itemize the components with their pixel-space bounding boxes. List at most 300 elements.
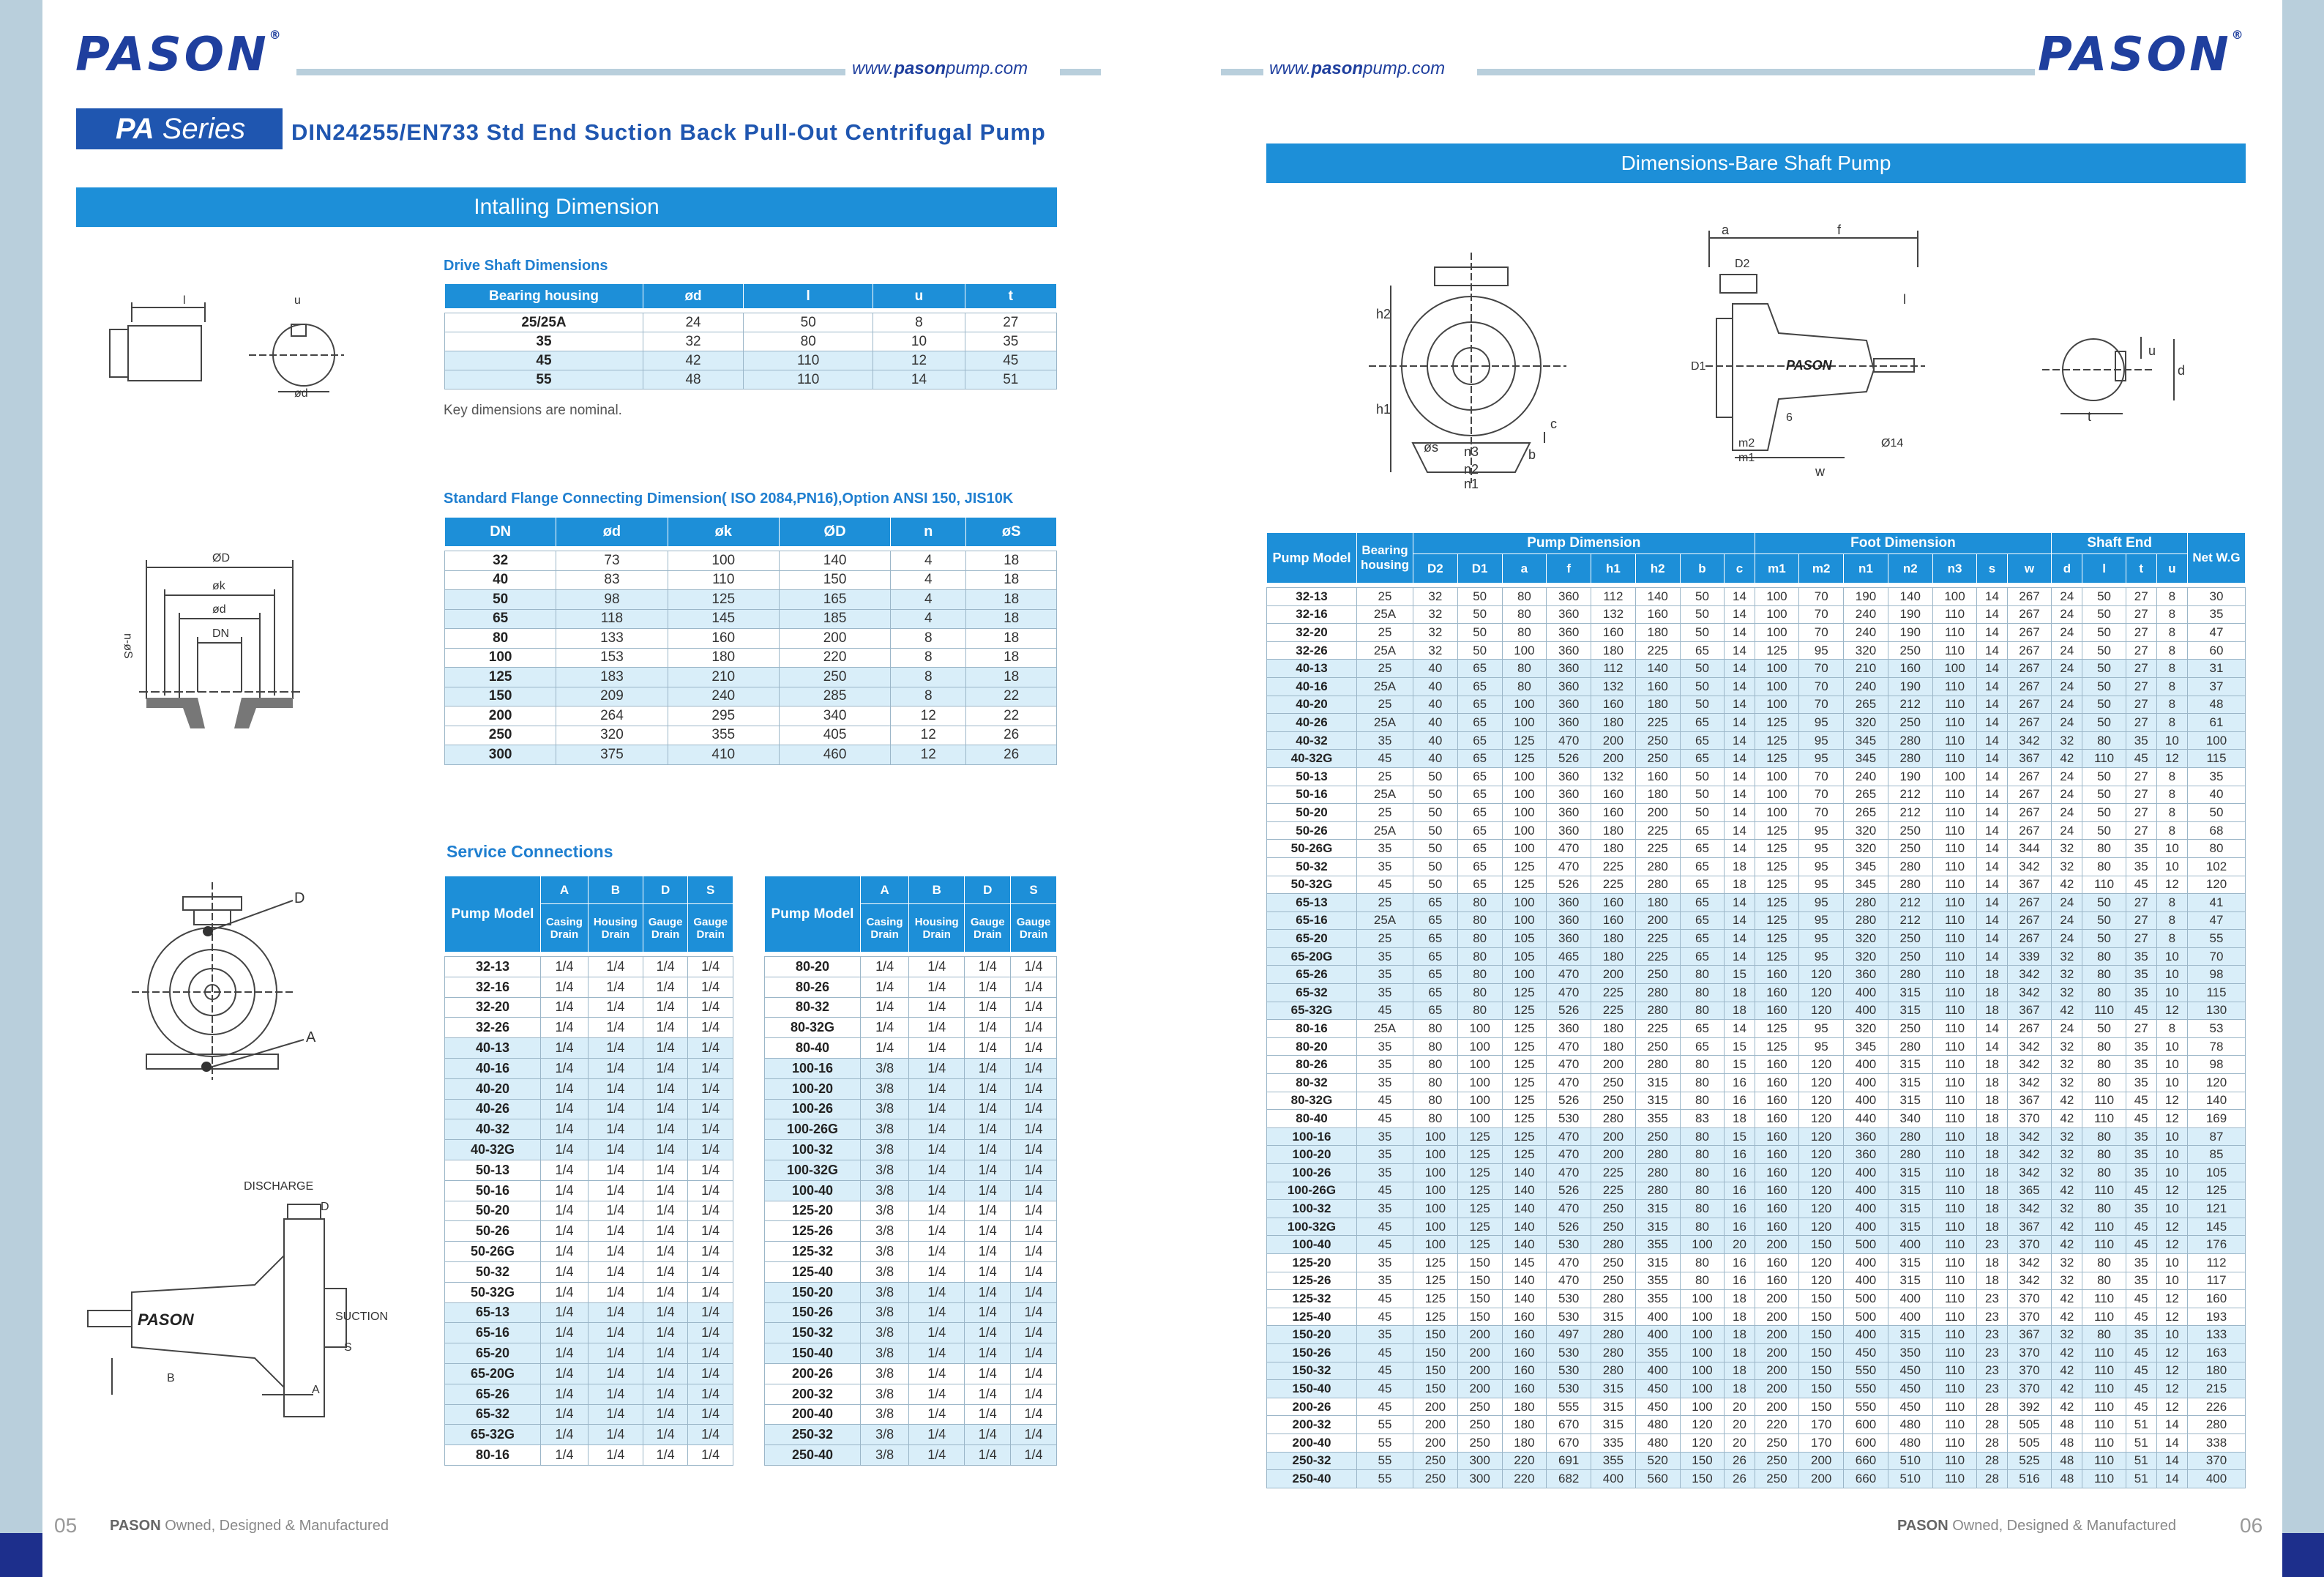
table-cell: 295 <box>668 707 779 726</box>
table-cell: 110 <box>1932 1037 1977 1056</box>
table-cell: 45 <box>1357 1110 1413 1128</box>
table-cell: 35 <box>445 332 643 351</box>
table-cell: 12 <box>2156 876 2187 894</box>
table-cell: 3/8 <box>861 1282 909 1302</box>
table-cell: 140 <box>1502 1200 1547 1218</box>
table-row <box>445 997 733 1018</box>
table-cell: 10 <box>2156 1253 2187 1272</box>
table-cell: 40-32G <box>445 1140 541 1160</box>
table-cell: 3/8 <box>861 1384 909 1404</box>
table-cell: 100 <box>1680 1236 1725 1254</box>
table-cell: 250-32 <box>1267 1452 1357 1470</box>
table-cell: 130 <box>2188 1002 2246 1020</box>
table-cell: 1/4 <box>643 1221 688 1242</box>
table-cell: 355 <box>1635 1110 1680 1128</box>
table-cell: 1/4 <box>1011 977 1057 997</box>
table-cell: 526 <box>1547 750 1591 768</box>
table-cell: 1/4 <box>588 977 643 997</box>
table-cell: 110 <box>1932 876 1977 894</box>
col-d: d <box>2052 554 2082 584</box>
table-cell: 250 <box>1635 1037 1680 1056</box>
table-cell: 1/4 <box>965 1323 1011 1343</box>
table-cell: 360 <box>1844 966 1888 984</box>
table-cell: 65 <box>1680 1020 1725 1038</box>
table-cell: 440 <box>1844 1110 1888 1128</box>
table-cell: 8 <box>2156 677 2187 696</box>
table-cell: 160 <box>1591 894 1636 912</box>
table-cell: 16 <box>1725 1074 1755 1092</box>
table-cell: 200 <box>1591 1146 1636 1164</box>
table-cell: 315 <box>1635 1200 1680 1218</box>
table-cell: 360 <box>1547 767 1591 786</box>
table-cell: 360 <box>1547 804 1591 822</box>
table-row <box>1267 588 2246 606</box>
side-d-label: D <box>321 1201 329 1213</box>
table-cell: 367 <box>2007 1002 2052 1020</box>
table-cell: 25/25A <box>445 313 643 332</box>
table-cell: 31 <box>2188 660 2246 678</box>
table-cell: 360 <box>1547 894 1591 912</box>
table-cell: 125 <box>1502 1127 1547 1146</box>
table-cell: 8 <box>873 313 965 332</box>
table-cell: 526 <box>1547 1218 1591 1236</box>
table-cell: 32 <box>2052 857 2082 876</box>
table-cell: 510 <box>1888 1470 1932 1488</box>
table-cell: 65 <box>1413 911 1458 930</box>
table-cell: 1/4 <box>643 1323 688 1343</box>
table-cell: 1/4 <box>688 1343 733 1364</box>
table-cell: 50-26G <box>1267 840 1357 858</box>
table-cell: 55 <box>1357 1434 1413 1452</box>
table-cell: 53 <box>2188 1020 2246 1038</box>
table-cell: 1/4 <box>688 1180 733 1201</box>
table-cell: 342 <box>2007 1253 2052 1272</box>
discharge-label: DISCHARGE <box>244 1180 314 1193</box>
table-cell: 240 <box>668 687 779 707</box>
table-cell: 400 <box>1844 1200 1888 1218</box>
table-cell: 45 <box>2126 1308 2156 1326</box>
table-cell: 160 <box>668 629 779 649</box>
drive-shaft-table <box>444 283 1057 389</box>
service-connections-title: Service Connections <box>447 842 613 861</box>
table-cell: 18 <box>1725 1326 1755 1344</box>
table-cell: 450 <box>1888 1362 1932 1380</box>
table-row <box>1267 1092 2246 1110</box>
table-cell: 12 <box>2156 1308 2187 1326</box>
table-cell: 1/4 <box>965 1221 1011 1242</box>
table-cell: 50 <box>1680 624 1725 642</box>
table-cell: 110 <box>2082 1452 2126 1470</box>
table-cell: 23 <box>1977 1290 2007 1308</box>
table-cell: 1/4 <box>909 1363 965 1384</box>
table-cell: 250 <box>1591 1253 1636 1272</box>
table-cell: 15 <box>1725 1127 1755 1146</box>
table-cell: 50 <box>1413 857 1458 876</box>
table-cell: 68 <box>2188 821 2246 840</box>
table-cell: 32 <box>2052 1253 2082 1272</box>
table-cell: 160 <box>1755 1146 1799 1164</box>
table-row <box>1267 1470 2246 1488</box>
table-cell: 250 <box>1591 1218 1636 1236</box>
table-cell: 1/4 <box>643 1160 688 1180</box>
table-row <box>765 1242 1057 1262</box>
table-cell: 10 <box>2156 1127 2187 1146</box>
table-cell: 14 <box>1977 605 2007 624</box>
table-cell: 112 <box>1591 660 1636 678</box>
table-cell: 8 <box>891 629 966 649</box>
table-row <box>445 1099 733 1119</box>
table-cell: 18 <box>1977 1146 2007 1164</box>
table-cell: 14 <box>1725 786 1755 804</box>
table-cell: 80 <box>1502 677 1547 696</box>
table-cell: 691 <box>1547 1452 1591 1470</box>
table-cell: 25A <box>1357 911 1413 930</box>
table-cell: 200 <box>1457 1343 1502 1362</box>
table-cell: 1/4 <box>1011 1384 1057 1404</box>
table-cell: 25A <box>1357 786 1413 804</box>
bare-pump-front-drawing <box>1354 223 1574 494</box>
table-cell: 160 <box>1591 804 1636 822</box>
table-cell: 80 <box>1413 1074 1458 1092</box>
table-cell: 1/4 <box>909 1302 965 1323</box>
table-cell: 160 <box>1591 696 1636 714</box>
table-cell: 35 <box>1357 1253 1413 1272</box>
table-cell: 10 <box>2156 1074 2187 1092</box>
table-cell: 150 <box>1413 1362 1458 1380</box>
table-cell: 125 <box>1755 857 1799 876</box>
table-cell: 12 <box>891 745 966 765</box>
dim-w-label: w <box>1815 464 1825 479</box>
group-foot-dimension: Foot Dimension <box>1755 533 2052 554</box>
table-cell: 360 <box>1547 930 1591 948</box>
table-cell: 150 <box>1799 1343 1844 1362</box>
table-cell: 450 <box>1888 1398 1932 1416</box>
table-cell: 125 <box>1457 1146 1502 1164</box>
table-cell: 27 <box>2126 660 2156 678</box>
table-cell: 470 <box>1547 984 1591 1002</box>
table-cell: 1/4 <box>541 1038 589 1059</box>
table-cell: 24 <box>2052 605 2082 624</box>
table-cell: 110 <box>1932 1308 1977 1326</box>
table-cell: 1/4 <box>965 1404 1011 1425</box>
table-cell: 153 <box>556 648 668 668</box>
table-cell: 1/4 <box>1011 997 1057 1018</box>
table-cell: 1/4 <box>643 1140 688 1160</box>
table-cell: 1/4 <box>688 1201 733 1221</box>
table-cell: 65 <box>1680 1037 1725 1056</box>
table-cell: 24 <box>2052 588 2082 606</box>
table-cell: 200-32 <box>1267 1416 1357 1434</box>
left-page-edge-accent <box>0 1533 42 1577</box>
table-cell: 470 <box>1547 966 1591 984</box>
table-cell: 320 <box>1844 840 1888 858</box>
table-cell: 526 <box>1547 1002 1591 1020</box>
table-cell: 370 <box>2007 1308 2052 1326</box>
table-cell: 50 <box>744 313 873 332</box>
table-cell: 45 <box>2126 1236 2156 1254</box>
flange-header: øk <box>668 518 779 547</box>
table-cell: 1/4 <box>643 1384 688 1404</box>
table-cell: 27 <box>2126 624 2156 642</box>
table-cell: 80 <box>1457 947 1502 966</box>
table-cell: 1/4 <box>643 1425 688 1445</box>
table-cell: 150 <box>1799 1380 1844 1398</box>
table-cell: 100 <box>2188 731 2246 750</box>
table-cell: 35 <box>965 332 1056 351</box>
table-cell: 160 <box>1755 966 1799 984</box>
table-cell: 27 <box>2126 641 2156 660</box>
bare-pump-side-drawing <box>1676 223 1940 480</box>
table-cell: 125 <box>2188 1182 2246 1200</box>
table-cell: 100-32G <box>1267 1218 1357 1236</box>
table-cell: 65 <box>1680 641 1725 660</box>
table-cell: 670 <box>1547 1434 1591 1452</box>
table-cell: 80 <box>1457 930 1502 948</box>
table-cell: 1/4 <box>965 1242 1011 1262</box>
table-cell: 95 <box>1799 930 1844 948</box>
pump-front-drawing <box>132 882 337 1095</box>
table-cell: 14 <box>1977 894 2007 912</box>
table-cell: 340 <box>779 707 890 726</box>
table-cell: 50 <box>2082 1020 2126 1038</box>
table-cell: 1/4 <box>688 957 733 977</box>
table-cell: 400 <box>1844 1074 1888 1092</box>
table-cell: 45 <box>2126 1343 2156 1362</box>
table-cell: 1/4 <box>909 1038 965 1059</box>
table-cell: 65-26 <box>1267 966 1357 984</box>
table-cell: 150 <box>1799 1290 1844 1308</box>
table-cell: 80 <box>1680 1056 1725 1074</box>
table-cell: 1/4 <box>588 1160 643 1180</box>
table-cell: 100 <box>1457 1074 1502 1092</box>
table-cell: 160 <box>1888 660 1932 678</box>
table-cell: 200 <box>1413 1416 1458 1434</box>
table-cell: 4 <box>891 551 966 571</box>
table-cell: 1/4 <box>588 1343 643 1364</box>
table-cell: 87 <box>2188 1127 2246 1146</box>
table-cell: 80 <box>1413 1110 1458 1128</box>
table-cell: 23 <box>1977 1326 2007 1344</box>
table-cell: 65 <box>1413 947 1458 966</box>
table-cell: 225 <box>1591 1164 1636 1182</box>
table-cell: 80 <box>1413 1092 1458 1110</box>
table-cell: 520 <box>1635 1452 1680 1470</box>
table-cell: 225 <box>1635 641 1680 660</box>
table-cell: 210 <box>668 668 779 687</box>
table-cell: 100 <box>1932 588 1977 606</box>
table-cell: 35 <box>2126 1037 2156 1056</box>
table-cell: 80 <box>1680 1092 1725 1110</box>
table-cell: 1/4 <box>861 977 909 997</box>
table-row <box>1267 911 2246 930</box>
table-cell: 70 <box>1799 588 1844 606</box>
col-description: Gauge Drain <box>1011 904 1057 952</box>
table-cell: 1/4 <box>688 1323 733 1343</box>
table-cell: 32 <box>445 551 556 571</box>
table-cell: 8 <box>891 648 966 668</box>
dim-l-right-label: l <box>1903 292 1906 307</box>
table-cell: 61 <box>2188 714 2246 732</box>
table-cell: 1/4 <box>861 957 909 977</box>
table-cell: 25A <box>1357 641 1413 660</box>
table-cell: 40 <box>1413 750 1458 768</box>
table-cell: 320 <box>1844 821 1888 840</box>
col-description: Casing Drain <box>541 904 589 952</box>
table-cell: 193 <box>2188 1308 2246 1326</box>
table-cell: 80 <box>1413 1056 1458 1074</box>
table-cell: 80 <box>2082 1127 2126 1146</box>
table-row <box>445 1242 733 1262</box>
table-cell: 345 <box>1844 876 1888 894</box>
table-cell: 1/4 <box>643 997 688 1018</box>
table-cell: 80-20 <box>1267 1037 1357 1056</box>
table-row <box>1267 1380 2246 1398</box>
table-cell: 342 <box>2007 1074 2052 1092</box>
table-cell: 105 <box>2188 1164 2246 1182</box>
table-cell: 110 <box>1932 677 1977 696</box>
group-shaft-end: Shaft End <box>2052 533 2188 554</box>
table-cell: 32 <box>2052 947 2082 966</box>
table-cell: 32-16 <box>445 977 541 997</box>
col-letter: S <box>1011 876 1057 904</box>
table-cell: 240 <box>1844 624 1888 642</box>
table-cell: 160 <box>1755 1002 1799 1020</box>
table-cell: 1/4 <box>588 1425 643 1445</box>
table-cell: 315 <box>1591 1308 1636 1326</box>
table-cell: 32 <box>2052 1164 2082 1182</box>
table-cell: 1/4 <box>688 1282 733 1302</box>
table-cell: 35 <box>2126 1326 2156 1344</box>
table-cell: 1/4 <box>965 1180 1011 1201</box>
table-cell: 150 <box>1799 1398 1844 1416</box>
table-cell: 95 <box>1799 876 1844 894</box>
table-cell: 280 <box>1888 731 1932 750</box>
table-cell: 16 <box>1725 1253 1755 1272</box>
table-cell: 150-26 <box>1267 1343 1357 1362</box>
table-cell: 42 <box>2052 1290 2082 1308</box>
table-row <box>765 1058 1057 1078</box>
table-cell: 8 <box>891 668 966 687</box>
table-cell: 160 <box>1755 1218 1799 1236</box>
table-cell: 530 <box>1547 1343 1591 1362</box>
table-row <box>445 351 1057 370</box>
table-cell: 150 <box>1457 1272 1502 1290</box>
table-cell: 18 <box>966 648 1057 668</box>
col-s: s <box>1977 554 2007 584</box>
table-cell: 150 <box>445 687 556 707</box>
table-cell: 14 <box>1977 804 2007 822</box>
table-cell: 65 <box>1457 821 1502 840</box>
table-cell: 110 <box>1932 1002 1977 1020</box>
table-cell: 110 <box>1932 1434 1977 1452</box>
table-row <box>1267 966 2246 984</box>
table-cell: 200 <box>1591 1056 1636 1074</box>
table-cell: 85 <box>2188 1146 2246 1164</box>
table-cell: 1/4 <box>588 1180 643 1201</box>
table-cell: 100 <box>1413 1164 1458 1182</box>
table-cell: 1/4 <box>688 1140 733 1160</box>
table-cell: 70 <box>1799 660 1844 678</box>
table-cell: 100 <box>1502 966 1547 984</box>
table-cell: 267 <box>2007 804 2052 822</box>
footer-right: PASON Owned, Designed & Manufactured <box>1897 1518 2176 1534</box>
table-row <box>445 590 1057 610</box>
table-cell: 32 <box>2052 1326 2082 1344</box>
table-cell: 267 <box>2007 624 2052 642</box>
dim-dn-label: DN <box>212 627 230 640</box>
table-cell: 250 <box>1635 750 1680 768</box>
table-cell: 100 <box>1502 821 1547 840</box>
drive-header: ød <box>643 284 744 309</box>
table-cell: 24 <box>2052 786 2082 804</box>
table-cell: 12 <box>2156 1218 2187 1236</box>
table-cell: 25A <box>1357 677 1413 696</box>
table-row <box>445 1201 733 1221</box>
table-cell: 345 <box>1844 731 1888 750</box>
table-cell: 24 <box>2052 624 2082 642</box>
table-cell: 150-20 <box>1267 1326 1357 1344</box>
table-cell: 100-16 <box>765 1058 861 1078</box>
table-cell: 14 <box>1977 911 2007 930</box>
table-cell: 10 <box>2156 1200 2187 1218</box>
table-cell: 225 <box>1635 947 1680 966</box>
table-cell: 1/4 <box>1011 1038 1057 1059</box>
table-cell: 10 <box>2156 1272 2187 1290</box>
table-cell: 110 <box>2082 1416 2126 1434</box>
table-cell: 150 <box>1799 1362 1844 1380</box>
table-cell: 15 <box>1725 966 1755 984</box>
dim-d-right-label: d <box>2178 363 2186 378</box>
table-cell: 14 <box>1725 947 1755 966</box>
table-cell: 50 <box>2082 677 2126 696</box>
table-row <box>445 745 1057 765</box>
table-cell: 280 <box>1888 1127 1932 1146</box>
table-cell: 110 <box>1932 821 1977 840</box>
table-cell: 50 <box>1413 767 1458 786</box>
table-row <box>765 1160 1057 1180</box>
table-cell: 35 <box>1357 966 1413 984</box>
table-cell: 150-32 <box>1267 1362 1357 1380</box>
table-cell: 65-13 <box>445 1302 541 1323</box>
table-cell: 160 <box>1755 1056 1799 1074</box>
table-cell: 80 <box>1680 1272 1725 1290</box>
drive-shaft-note: Key dimensions are nominal. <box>444 403 622 418</box>
table-cell: 1/4 <box>643 1282 688 1302</box>
table-cell: 1/4 <box>588 1078 643 1099</box>
table-cell: 1/4 <box>588 1445 643 1466</box>
table-cell: 98 <box>556 590 668 610</box>
table-cell: 315 <box>1888 1218 1932 1236</box>
table-cell: 80 <box>1502 660 1547 678</box>
table-cell: 32-26 <box>445 1018 541 1038</box>
table-cell: 1/4 <box>588 957 643 977</box>
table-cell: 180 <box>1635 696 1680 714</box>
table-cell: 16 <box>1725 1200 1755 1218</box>
table-cell: 100 <box>1680 1290 1725 1308</box>
table-cell: 100 <box>1680 1308 1725 1326</box>
table-cell: 3/8 <box>861 1201 909 1221</box>
table-cell: 1/4 <box>541 1119 589 1140</box>
table-cell: 25 <box>1357 767 1413 786</box>
table-cell: 45 <box>1357 1343 1413 1362</box>
table-cell: 342 <box>2007 1127 2052 1146</box>
drive-header: Bearing housing <box>445 284 643 309</box>
table-cell: 1/4 <box>861 1038 909 1059</box>
table-row <box>445 1363 733 1384</box>
table-cell: 1/4 <box>1011 1302 1057 1323</box>
table-cell: 530 <box>1547 1290 1591 1308</box>
table-cell: 100 <box>1502 840 1547 858</box>
